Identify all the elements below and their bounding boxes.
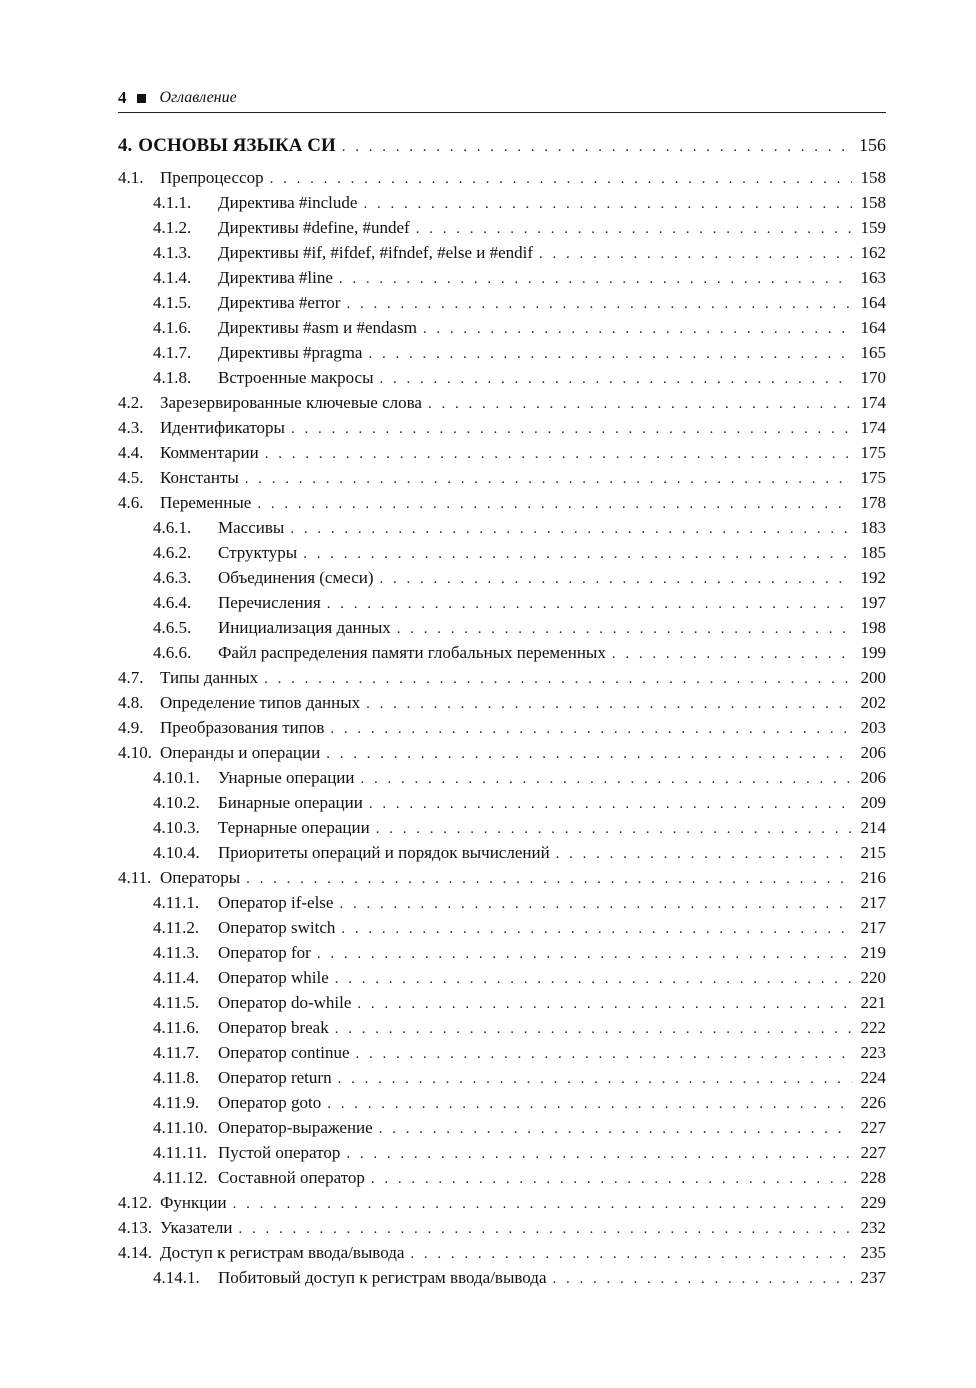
dot-leader bbox=[257, 492, 852, 517]
toc-entry-number: 4.11.9. bbox=[153, 1093, 200, 1112]
toc-entry-page: 209 bbox=[860, 793, 886, 812]
toc-entry-page: 235 bbox=[860, 1243, 886, 1262]
toc-entry-title: Директивы #if, #ifdef, #ifndef, #else и #endif bbox=[218, 243, 534, 262]
toc-entry-title: Оператор while bbox=[218, 968, 329, 987]
dot-leader bbox=[380, 567, 852, 592]
toc-entry[interactable] bbox=[118, 240, 886, 265]
toc-entry-number: 4.1.3. bbox=[153, 243, 192, 262]
toc-entry-page: 198 bbox=[860, 618, 886, 637]
toc-entry-page: 174 bbox=[860, 393, 886, 412]
toc-entry-number: 4.11.7. bbox=[153, 1043, 200, 1062]
toc-entry-title: Оператор return bbox=[218, 1068, 332, 1087]
toc-entry-page: 158 bbox=[860, 193, 886, 212]
page-number: 4 bbox=[118, 88, 127, 107]
toc-entry-number: 4.11.5. bbox=[153, 993, 200, 1012]
toc-entry-page: 232 bbox=[860, 1218, 886, 1237]
dot-leader bbox=[376, 817, 852, 842]
toc-entry-number: 4.3. bbox=[118, 418, 144, 437]
dot-leader bbox=[428, 392, 852, 417]
chapter-heading[interactable] bbox=[118, 135, 886, 161]
toc-entry-page: 163 bbox=[860, 268, 886, 287]
dot-leader bbox=[326, 742, 852, 767]
toc-entry-title: Бинарные операции bbox=[218, 793, 363, 812]
toc-entry-page: 164 bbox=[860, 293, 886, 312]
toc-entry-title: Оператор continue bbox=[218, 1043, 350, 1062]
toc-entry-page: 200 bbox=[860, 668, 886, 687]
toc-entry-page: 227 bbox=[860, 1143, 886, 1162]
toc-entry[interactable] bbox=[118, 340, 886, 365]
toc-entry[interactable] bbox=[118, 290, 886, 315]
toc-entry-title: Доступ к регистрам ввода/вывода bbox=[160, 1243, 405, 1262]
toc-entry-title: Директива #include bbox=[218, 193, 358, 212]
toc-entry-number: 4.1.2. bbox=[153, 218, 192, 237]
toc-entry[interactable] bbox=[118, 265, 886, 290]
toc-entry[interactable] bbox=[118, 940, 886, 965]
toc-entry[interactable] bbox=[118, 915, 886, 940]
chapter-title: ОСНОВЫ ЯЗЫКА СИ bbox=[138, 135, 336, 156]
dot-leader bbox=[368, 342, 852, 367]
dot-leader bbox=[423, 317, 852, 342]
toc-entry-number: 4.11.8. bbox=[153, 1068, 200, 1087]
toc-entry-page: 214 bbox=[860, 818, 886, 837]
toc-entry[interactable] bbox=[118, 365, 886, 390]
toc-entry[interactable] bbox=[118, 690, 886, 715]
toc-entry[interactable] bbox=[118, 1040, 886, 1065]
toc-entry[interactable] bbox=[118, 865, 886, 890]
toc-entry-page: 217 bbox=[860, 893, 886, 912]
toc-entry[interactable] bbox=[118, 165, 886, 190]
toc-entry-title: Составной оператор bbox=[218, 1168, 365, 1187]
toc-entry[interactable] bbox=[118, 390, 886, 415]
dot-leader bbox=[270, 167, 852, 192]
dot-leader bbox=[238, 1217, 852, 1242]
dot-leader bbox=[341, 917, 852, 942]
dot-leader bbox=[339, 267, 852, 292]
toc-entry-number: 4.1.6. bbox=[153, 318, 192, 337]
toc-entry-number: 4.6.6. bbox=[153, 643, 192, 662]
toc-entry[interactable] bbox=[118, 615, 886, 640]
section-title: Оглавление bbox=[159, 89, 237, 106]
toc-entry-page: 202 bbox=[860, 693, 886, 712]
toc-entry-number: 4.2. bbox=[118, 393, 144, 412]
toc-entry-page: 158 bbox=[860, 168, 886, 187]
toc-entry[interactable] bbox=[118, 190, 886, 215]
toc-entry-number: 4.6.1. bbox=[153, 518, 192, 537]
toc-entry-number: 4.11.2. bbox=[153, 918, 200, 937]
toc-entry-number: 4.7. bbox=[118, 668, 144, 687]
toc-entry[interactable] bbox=[118, 315, 886, 340]
toc-entry-title: Приоритеты операций и порядок вычислений bbox=[218, 843, 550, 862]
dot-leader bbox=[317, 942, 852, 967]
toc-entry-number: 4.8. bbox=[118, 693, 144, 712]
dot-leader bbox=[290, 517, 852, 542]
toc-entry[interactable] bbox=[118, 590, 886, 615]
toc-entry-number: 4.11.3. bbox=[153, 943, 200, 962]
dot-leader bbox=[303, 542, 852, 567]
toc-entry-page: 228 bbox=[860, 1168, 886, 1187]
dot-leader bbox=[246, 867, 852, 892]
dot-leader bbox=[338, 1067, 852, 1092]
toc-entry-title: Оператор goto bbox=[218, 1093, 322, 1112]
toc-entry-page: 224 bbox=[860, 1068, 886, 1087]
toc-entry-page: 217 bbox=[860, 918, 886, 937]
dot-leader bbox=[379, 1117, 852, 1142]
toc-entry-title: Оператор for bbox=[218, 943, 311, 962]
dot-leader bbox=[360, 767, 852, 792]
toc-entry-page: 175 bbox=[860, 443, 886, 462]
toc-entry-title: Встроенные макросы bbox=[218, 368, 374, 387]
toc-entry[interactable] bbox=[118, 415, 886, 440]
chapter-page: 156 bbox=[859, 135, 886, 155]
toc-entry-number: 4.10. bbox=[118, 743, 152, 762]
toc-entry[interactable] bbox=[118, 515, 886, 540]
toc-entry[interactable] bbox=[118, 1165, 886, 1190]
toc-entry-number: 4.10.4. bbox=[153, 843, 200, 862]
toc-entry-number: 4.1.8. bbox=[153, 368, 192, 387]
dot-leader bbox=[291, 417, 852, 442]
toc-entry[interactable] bbox=[118, 565, 886, 590]
dot-leader bbox=[346, 292, 852, 317]
toc-entry[interactable] bbox=[118, 840, 886, 865]
dot-leader bbox=[356, 1042, 852, 1067]
toc-entry-page: 170 bbox=[860, 368, 886, 387]
toc-entry-number: 4.11.6. bbox=[153, 1018, 200, 1037]
toc-entry-title: Директивы #define, #undef bbox=[218, 218, 410, 237]
toc-entry-title: Инициализация данных bbox=[218, 618, 391, 637]
toc-entry-page: 216 bbox=[860, 868, 886, 887]
toc-entry-title: Побитовый доступ к регистрам ввода/вывода bbox=[218, 1268, 547, 1287]
toc-entry[interactable] bbox=[118, 490, 886, 515]
toc-entry-title: Указатели bbox=[160, 1218, 233, 1237]
toc-entry-number: 4.6.2. bbox=[153, 543, 192, 562]
toc-entry-number: 4.12. bbox=[118, 1193, 152, 1212]
toc-entry-page: 197 bbox=[860, 593, 886, 612]
dot-leader bbox=[553, 1267, 853, 1292]
toc-entry[interactable] bbox=[118, 1215, 886, 1240]
toc-entry-number: 4.6.4. bbox=[153, 593, 192, 612]
toc-entry-title: Комментарии bbox=[160, 443, 259, 462]
toc-entry[interactable] bbox=[118, 815, 886, 840]
toc-entry-page: 192 bbox=[860, 568, 886, 587]
toc-entry-page: 203 bbox=[860, 718, 886, 737]
toc-entry[interactable] bbox=[118, 1065, 886, 1090]
toc-entry-title: Переменные bbox=[160, 493, 252, 512]
toc-entry-title: Перечисления bbox=[218, 593, 321, 612]
toc-entry[interactable] bbox=[118, 665, 886, 690]
toc-entry-page: 178 bbox=[860, 493, 886, 512]
dot-leader bbox=[357, 992, 852, 1017]
toc-entry[interactable] bbox=[118, 1090, 886, 1115]
toc-entry[interactable] bbox=[118, 765, 886, 790]
toc-entry-title: Константы bbox=[160, 468, 239, 487]
toc-entry-page: 199 bbox=[860, 643, 886, 662]
toc-entry-number: 4.1. bbox=[118, 168, 144, 187]
dot-leader bbox=[363, 192, 852, 217]
toc-entry[interactable] bbox=[118, 890, 886, 915]
toc-entry-page: 164 bbox=[860, 318, 886, 337]
dot-leader bbox=[366, 692, 852, 717]
toc-entry-page: 237 bbox=[860, 1268, 886, 1287]
toc-entry-title: Директива #error bbox=[218, 293, 341, 312]
toc-entry-title: Пустой оператор bbox=[218, 1143, 341, 1162]
toc-entry-title: Объединения (смеси) bbox=[218, 568, 374, 587]
toc-entry-page: 206 bbox=[860, 768, 886, 787]
dot-leader bbox=[327, 592, 852, 617]
toc-entry-page: 222 bbox=[860, 1018, 886, 1037]
toc-entry[interactable] bbox=[118, 1115, 886, 1140]
dot-leader bbox=[380, 367, 852, 392]
toc-entry-title: Массивы bbox=[218, 518, 285, 537]
toc-entry-number: 4.11.4. bbox=[153, 968, 200, 987]
toc-entry-title: Директивы #asm и #endasm bbox=[218, 318, 417, 337]
toc-entry[interactable] bbox=[118, 990, 886, 1015]
toc-entry-page: 159 bbox=[860, 218, 886, 237]
toc-entry-title: Тернарные операции bbox=[218, 818, 370, 837]
toc-entry[interactable] bbox=[118, 465, 886, 490]
toc-entry-title: Преобразования типов bbox=[160, 718, 325, 737]
toc-entry-title: Оператор switch bbox=[218, 918, 336, 937]
toc-entry-number: 4.5. bbox=[118, 468, 144, 487]
toc-entry[interactable] bbox=[118, 1240, 886, 1265]
dot-leader bbox=[327, 1092, 852, 1117]
toc-entry-number: 4.4. bbox=[118, 443, 144, 462]
toc-entry-page: 183 bbox=[860, 518, 886, 537]
toc-entry-title: Директива #line bbox=[218, 268, 333, 287]
toc-entry-title: Идентификаторы bbox=[160, 418, 285, 437]
toc-entry[interactable] bbox=[118, 740, 886, 765]
dot-leader bbox=[342, 139, 852, 156]
toc-page bbox=[118, 86, 886, 1290]
dot-leader bbox=[397, 617, 852, 642]
toc-entry[interactable] bbox=[118, 1190, 886, 1215]
dot-leader bbox=[410, 1242, 852, 1267]
toc-entry[interactable] bbox=[118, 790, 886, 815]
toc-entry[interactable] bbox=[118, 640, 886, 665]
dot-leader bbox=[264, 667, 852, 692]
toc-entry-title: Операторы bbox=[160, 868, 241, 887]
toc-entry-number: 4.10.1. bbox=[153, 768, 200, 787]
toc-entry-title: Оператор-выражение bbox=[218, 1118, 373, 1137]
toc-entry-number: 4.10.2. bbox=[153, 793, 200, 812]
toc-entry-title: Файл распределения памяти глобальных переменных bbox=[218, 643, 606, 662]
dot-leader bbox=[346, 1142, 852, 1167]
toc-entry-page: 162 bbox=[860, 243, 886, 262]
toc-entry-title: Оператор do-while bbox=[218, 993, 352, 1012]
toc-entry-title: Структуры bbox=[218, 543, 298, 562]
dot-leader bbox=[539, 242, 852, 267]
dot-leader bbox=[371, 1167, 852, 1192]
dot-leader bbox=[245, 467, 852, 492]
toc-entry-number: 4.10.3. bbox=[153, 818, 200, 837]
toc-entry-page: 215 bbox=[860, 843, 886, 862]
toc-entry-number: 4.13. bbox=[118, 1218, 152, 1237]
toc-entry[interactable] bbox=[118, 715, 886, 740]
toc-entry-number: 4.6. bbox=[118, 493, 144, 512]
toc-entry-number: 4.11.1. bbox=[153, 893, 200, 912]
toc-entry-title: Оператор break bbox=[218, 1018, 329, 1037]
dot-leader bbox=[416, 217, 852, 242]
dot-leader bbox=[339, 892, 852, 917]
dot-leader bbox=[335, 967, 852, 992]
toc-entry-number: 4.11.12. bbox=[153, 1168, 208, 1187]
toc-entry-page: 206 bbox=[860, 743, 886, 762]
dot-leader bbox=[556, 842, 852, 867]
toc-entry-number: 4.6.3. bbox=[153, 568, 192, 587]
dot-leader bbox=[233, 1192, 852, 1217]
toc-entry-number: 4.1.7. bbox=[153, 343, 192, 362]
toc-entry-page: 165 bbox=[860, 343, 886, 362]
toc-entry-page: 229 bbox=[860, 1193, 886, 1212]
toc-entry-page: 174 bbox=[860, 418, 886, 437]
toc-entry-number: 4.14. bbox=[118, 1243, 152, 1262]
toc-entry-title: Оператор if-else bbox=[218, 893, 334, 912]
toc-entry-number: 4.1.4. bbox=[153, 268, 192, 287]
toc-entry-title: Операнды и операции bbox=[160, 743, 321, 762]
toc-entry-page: 185 bbox=[860, 543, 886, 562]
toc-entry[interactable] bbox=[118, 965, 886, 990]
toc-entry-number: 4.6.5. bbox=[153, 618, 192, 637]
toc-entry-title: Типы данных bbox=[160, 668, 259, 687]
toc-entry-page: 221 bbox=[860, 993, 886, 1012]
toc-entry-number: 4.11.11. bbox=[153, 1143, 207, 1162]
toc-entry-number: 4.9. bbox=[118, 718, 144, 737]
dot-leader bbox=[612, 642, 852, 667]
toc-entry-page: 223 bbox=[860, 1043, 886, 1062]
toc-list bbox=[118, 165, 886, 1290]
toc-entry-number: 4.11.10. bbox=[153, 1118, 208, 1137]
toc-entry-page: 227 bbox=[860, 1118, 886, 1137]
toc-entry-title: Функции bbox=[160, 1193, 227, 1212]
toc-entry-number: 4.14.1. bbox=[153, 1268, 200, 1287]
dot-leader bbox=[330, 717, 852, 742]
running-head bbox=[118, 86, 886, 113]
toc-entry-page: 220 bbox=[860, 968, 886, 987]
toc-entry-page: 226 bbox=[860, 1093, 886, 1112]
toc-entry[interactable] bbox=[118, 1015, 886, 1040]
square-bullet-icon bbox=[137, 94, 146, 103]
toc-entry-title: Определение типов данных bbox=[160, 693, 361, 712]
toc-entry-title: Препроцессор bbox=[160, 168, 264, 187]
dot-leader bbox=[335, 1017, 852, 1042]
toc-entry[interactable] bbox=[118, 215, 886, 240]
toc-entry[interactable] bbox=[118, 540, 886, 565]
toc-entry[interactable] bbox=[118, 440, 886, 465]
toc-entry-title: Унарные операции bbox=[218, 768, 355, 787]
toc-entry-number: 4.11. bbox=[118, 868, 152, 887]
toc-entry[interactable] bbox=[118, 1140, 886, 1165]
toc-entry-title: Директивы #pragma bbox=[218, 343, 363, 362]
toc-entry-page: 175 bbox=[860, 468, 886, 487]
toc-entry-number: 4.1.5. bbox=[153, 293, 192, 312]
toc-entry-title: Зарезервированные ключевые слова bbox=[160, 393, 422, 412]
toc-entry-page: 219 bbox=[860, 943, 886, 962]
toc-entry-number: 4.1.1. bbox=[153, 193, 192, 212]
toc-entry[interactable] bbox=[118, 1265, 886, 1290]
dot-leader bbox=[265, 442, 852, 467]
dot-leader bbox=[369, 792, 852, 817]
chapter-number: 4. bbox=[118, 135, 133, 156]
